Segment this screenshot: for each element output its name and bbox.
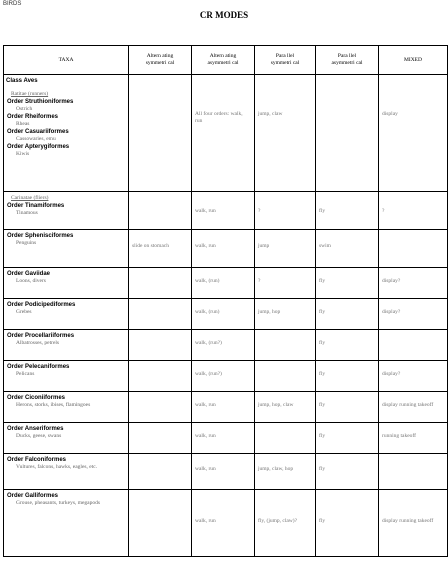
cell-alternating-asymmetrical [192, 490, 255, 557]
cell-alternating-asymmetrical [192, 230, 255, 268]
cell-alternating-symmetrical [129, 299, 192, 330]
cell-alternating-symmetrical [129, 230, 192, 268]
table-row [4, 392, 448, 423]
order-examples: Ostrich [16, 106, 33, 112]
taxa-cell [4, 423, 129, 454]
cell-mixed [379, 268, 448, 299]
table-row [4, 192, 448, 230]
header-taxa: TAXA [4, 46, 129, 75]
cell-value: slide on stomach [132, 243, 169, 249]
cell-mixed [379, 392, 448, 423]
order-examples: Cassowaries, emu [16, 136, 56, 142]
cell-alternating-asymmetrical: All four orders: walk, run [192, 75, 255, 192]
cell-value: swim [319, 243, 331, 249]
cell-parallel-asymmetrical [316, 361, 379, 392]
cell-alternating-asymmetrical [192, 361, 255, 392]
order-name: Order Falconiformes [7, 457, 67, 463]
cell-value [129, 268, 191, 278]
cell-value: jump [258, 243, 270, 249]
cell-value: walk, run [195, 466, 216, 472]
order-examples: Grebes [16, 309, 32, 315]
taxa-cell [4, 268, 129, 299]
cell-value: jump, claw, hop [258, 466, 294, 472]
cell-value: display? [382, 309, 401, 315]
cell-parallel-symmetrical: jump, claw [255, 75, 316, 192]
table-row [4, 230, 448, 268]
order-examples: Pelicans [16, 371, 35, 377]
cell-parallel-symmetrical [255, 392, 316, 423]
cell-value: fly [319, 278, 326, 284]
cell-parallel-symmetrical [255, 454, 316, 490]
order-examples: Penguins [16, 240, 37, 246]
cell-parallel-symmetrical [255, 490, 316, 557]
cell-value: fly [319, 518, 326, 524]
taxa-cell [4, 490, 129, 557]
cell-mixed [379, 423, 448, 454]
cell-value: display? [382, 371, 401, 377]
order-examples: Grouse, pheasants, turkeys, megapods [16, 500, 101, 506]
table-row [4, 268, 448, 299]
table-row [4, 299, 448, 330]
cell-parallel-asymmetrical [316, 454, 379, 490]
class-label: Class Aves [6, 78, 38, 84]
cell-parallel-asymmetrical [316, 423, 379, 454]
taxa-cell [4, 299, 129, 330]
table-row [4, 423, 448, 454]
cell-parallel-asymmetrical [316, 490, 379, 557]
order-examples: Kiwis [16, 151, 30, 157]
cell-mixed [379, 454, 448, 490]
cell-parallel-asymmetrical [316, 230, 379, 268]
cell-parallel-symmetrical [255, 423, 316, 454]
order-name: Order Struthioniformes [7, 99, 74, 105]
order-name: Order Sphenisciformes [7, 233, 74, 239]
taxa-cell [4, 330, 129, 361]
cell-value [129, 454, 191, 466]
cell-parallel-symmetrical [255, 268, 316, 299]
cell-alternating-asymmetrical [192, 423, 255, 454]
header-parallel-asymmetrical: Para llel asymmetri cal [316, 46, 379, 75]
header-parallel-symmetrical: Para llel symmetri cal [255, 46, 316, 75]
cell-parallel-symmetrical [255, 230, 316, 268]
cell-mixed [379, 490, 448, 557]
cell-value: walk, (run) [195, 309, 220, 315]
order-name: Order Podicipediformes [7, 302, 76, 308]
order-examples: Herons, storks, ibises, flamingoes [16, 402, 91, 408]
order-examples: Loons, divers [16, 278, 46, 284]
cell-value: fly [319, 309, 326, 315]
cell-alternating-asymmetrical [192, 454, 255, 490]
cell-value [129, 330, 191, 340]
cell-value: walk, (run?) [195, 340, 222, 346]
cell-value: walk, (run?) [195, 371, 222, 377]
table-row [4, 361, 448, 392]
cell-alternating-symmetrical [129, 454, 192, 490]
cell-value [255, 330, 315, 340]
cell-value [129, 361, 191, 371]
cell-alternating-asymmetrical [192, 392, 255, 423]
class-row [4, 75, 448, 192]
cell-alternating-symmetrical [129, 423, 192, 454]
cell-alternating-asymmetrical [192, 299, 255, 330]
document-section-label: BIRDS [3, 1, 22, 7]
cell-alternating-symmetrical [129, 75, 192, 192]
order-name: Order Anseriformes [7, 426, 64, 432]
cell-parallel-symmetrical [255, 299, 316, 330]
cell-parallel-symmetrical [255, 330, 316, 361]
cell-value: walk, run [195, 518, 216, 524]
cell-alternating-symmetrical [129, 192, 192, 230]
order-name: Order Apterygiformes [7, 144, 70, 150]
cell-value [255, 361, 315, 371]
cell-value: fly [319, 340, 326, 346]
taxa-cell [4, 192, 129, 230]
order-name: Order Ciconiiformes [7, 395, 66, 401]
cell-parallel-asymmetrical [316, 75, 379, 192]
order-name: Order Pelecaniformes [7, 364, 70, 370]
cell-value [379, 230, 447, 243]
taxa-cell [4, 392, 129, 423]
cell-value: ? [258, 278, 261, 284]
order-name: Order Gaviidae [7, 271, 51, 277]
cell-value: walk, run [195, 433, 216, 439]
order-name: Order Galliformes [7, 493, 59, 499]
cell-value [255, 423, 315, 433]
subclass-label: Carinatae (fliers) [11, 195, 49, 201]
cell-value: display running takeoff [382, 402, 434, 408]
taxa-cell [4, 361, 129, 392]
cell-value [129, 423, 191, 433]
order-examples: Vultures, falcons, hawks, eagles, etc. [16, 464, 98, 470]
cr-modes-table [3, 45, 448, 557]
order-name: Order Tinamiformes [7, 203, 65, 209]
order-name: Order Procellariiformes [7, 333, 75, 339]
cell-value [129, 490, 191, 518]
cell-alternating-asymmetrical [192, 268, 255, 299]
order-examples: Tinamous [16, 210, 38, 216]
cell-value: display running takeoff [382, 518, 434, 524]
cell-value: running takeoff [382, 433, 416, 439]
cell-value: fly [319, 433, 326, 439]
order-examples: Albatrosses, petrels [16, 340, 60, 346]
cell-alternating-symmetrical [129, 392, 192, 423]
cell-mixed [379, 330, 448, 361]
cell-alternating-asymmetrical [192, 330, 255, 361]
cell-value: fly [319, 371, 326, 377]
order-name: Order Rheiformes [7, 114, 59, 120]
cell-value [129, 299, 191, 309]
cell-value: fly, (jump, claw)? [258, 518, 298, 524]
cell-parallel-asymmetrical: fly [316, 192, 379, 230]
cell-parallel-asymmetrical [316, 299, 379, 330]
cell-value [379, 454, 447, 466]
cell-value: display? [382, 278, 401, 284]
table-row [4, 454, 448, 490]
table-row [4, 490, 448, 557]
cell-mixed: ? [379, 192, 448, 230]
cell-value: jump, hop [258, 309, 281, 315]
cell-parallel-asymmetrical [316, 268, 379, 299]
order-examples: Rheas [16, 121, 30, 127]
cell-mixed [379, 299, 448, 330]
order-examples: Ducks, geese, swans [16, 433, 62, 439]
header-row [4, 46, 448, 75]
subclass-label: Ratitae (runners) [11, 91, 49, 97]
cell-alternating-symmetrical [129, 268, 192, 299]
cell-mixed: display [379, 75, 448, 192]
cell-value: fly [319, 402, 326, 408]
header-mixed: MIXED [379, 46, 448, 75]
cell-parallel-symmetrical [255, 361, 316, 392]
cell-parallel-asymmetrical [316, 330, 379, 361]
table-row [4, 330, 448, 361]
cell-value: walk, run [195, 402, 216, 408]
cell-parallel-symmetrical: ? [255, 192, 316, 230]
cell-mixed [379, 230, 448, 268]
header-alternating-asymmetrical: Altern ating asymmetri cal [192, 46, 255, 75]
cell-value: fly [319, 466, 326, 472]
page-title: CR MODES [199, 10, 249, 20]
cell-mixed [379, 361, 448, 392]
cell-value: walk, run [195, 243, 216, 249]
cell-alternating-symmetrical [129, 490, 192, 557]
cell-value [379, 330, 447, 340]
cell-value: walk, (run) [195, 278, 220, 284]
cell-alternating-symmetrical [129, 361, 192, 392]
cell-parallel-asymmetrical [316, 392, 379, 423]
cell-value [129, 392, 191, 402]
cell-alternating-symmetrical [129, 330, 192, 361]
taxa-cell [4, 454, 129, 490]
taxa-cell [4, 75, 129, 192]
header-alternating-symmetrical: Altern ating symmetri cal [129, 46, 192, 75]
cell-value: jump, hop, claw [258, 402, 294, 408]
taxa-cell [4, 230, 129, 268]
order-name: Order Casuariiformes [7, 129, 69, 135]
cell-alternating-asymmetrical: walk, run [192, 192, 255, 230]
